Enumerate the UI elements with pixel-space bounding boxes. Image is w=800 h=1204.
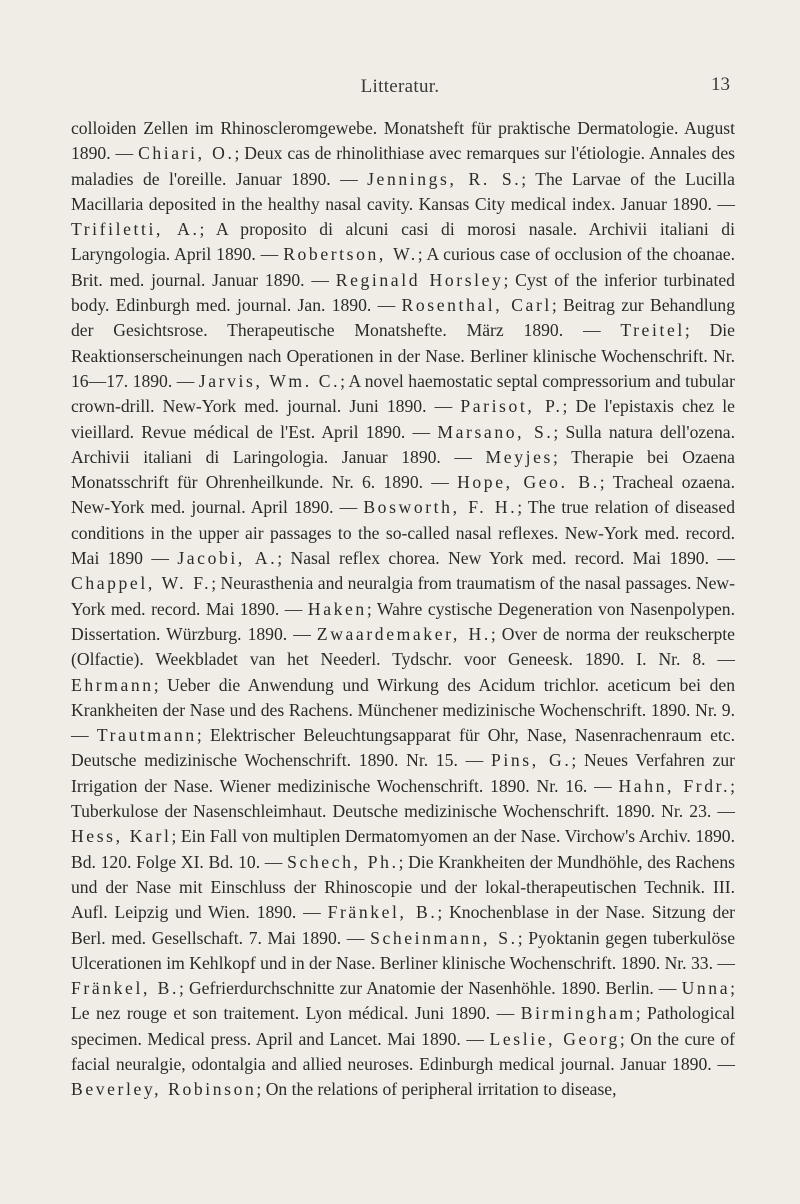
author-name: Treitel <box>620 320 685 341</box>
bibliography-paragraph <box>71 116 735 1103</box>
author-name: Jacobi, A. <box>177 548 278 569</box>
citation-text: ; Neues Verfahren zur Irrigation der Nase. Wiener medizinische Wochenschrift. 1890. Nr. 16. — <box>71 750 735 796</box>
citation-text: ; Tuberkulose der Nasenschleimhaut. Deutsche medizinische Wochenschrift. 1890. Nr. 23. — <box>71 775 736 822</box>
author-name: Hope, Geo. B. <box>457 472 600 493</box>
author-name: Marsano, S. <box>437 421 554 442</box>
author-name: Hahn, Frdr. <box>618 775 731 796</box>
author-name: Schech, Ph. <box>287 851 399 872</box>
citation-text: ; On the relations of peripheral irritation to disease, <box>256 1079 617 1100</box>
citation-text: ; A novel haemostatic septal compressorium and tubular crown-drill. New-York med. journal. Juni 1890. — <box>71 370 735 417</box>
citation-text: ; Deux cas de rhinolithiase avec remarques sur l'étiologie. Annales des maladies de l'oreille. Januar 1890. — <box>71 143 735 189</box>
citation-text: ; Therapie bei Ozaena Monatsschrift für Ohrenheilkunde. Nr. 6. 1890. — <box>71 446 735 493</box>
author-name: Zwaardemaker, H. <box>316 623 491 644</box>
author-name: Pins, G. <box>490 750 572 771</box>
author-name: Robertson, W. <box>283 244 418 265</box>
citation-text: ; De l'epistaxis chez le vieillard. Revue médical de l'Est. April 1890. — <box>71 396 735 442</box>
citation-text: colloiden Zellen im Rhinoscleromgewebe. Monatsheft für praktische Dermatologie. August 1890. — <box>71 118 735 164</box>
page-number: 13 <box>711 74 730 95</box>
author-name: Beverley, Robinson <box>71 1079 257 1100</box>
citation-text: ; A proposito di alcuni casi di morosi nasale. Archivii italiani di Laryngologia. April 1890. — <box>71 219 735 265</box>
author-name: Chappel, W. F. <box>71 573 212 594</box>
citation-text: ; Over de norma der reukscherpte (Olfactie). Weekbladet van het Neederl. Tydschr. voor Geneesk. 1890. I. Nr. 8. — <box>71 623 735 670</box>
citation-text: ; Knochenblase in der Nase. Sitzung der Berl. med. Gesellschaft. 7. Mai 1890. — <box>71 902 735 948</box>
author-name: Trifiletti, A. <box>71 219 200 240</box>
citation-text: ; Beitrag zur Behandlung der Gesichtsrose. Therapeutische Monatshefte. März 1890. — <box>71 295 735 341</box>
citation-text: ; Elektrischer Beleuchtungsapparat für Ohr, Nase, Nasenrachenraum etc. Deutsche medizinische Wochenschrift. 1890. Nr. 15. — <box>71 725 735 771</box>
author-name: Ehrmann <box>71 674 154 695</box>
author-name: Scheinmann, S. <box>370 927 518 948</box>
author-name: Fränkel, B. <box>327 902 438 923</box>
citation-text: ; Ein Fall von multiplen Dermatomyomen an der Nase. Virchow's Archiv. 1890. Bd. 120. Folge XI. Bd. 10. — <box>71 826 735 872</box>
citation-text: ; The true relation of diseased conditions in the upper air passages to the so-called nasal reflexes. New-York med. record. Mai 1890 — <box>71 497 736 569</box>
citation-text: ; Die Krankheiten der Mundhöhle, des Rachens und der Nase mit Einschluss der Rhinoscopie und der lokal-therapeutischen Technik. III. Aufl. Leipzig und Wien. 1890. — <box>71 851 735 923</box>
citation-text: ; Pathological specimen. Medical press. April and Lancet. Mai 1890. — <box>71 1003 735 1049</box>
author-name: Meyjes <box>485 446 553 467</box>
author-name: Unna <box>681 978 731 999</box>
citation-text: ; Gefrierdurchschnitte zur Anatomie der Nasenhöhle. 1890. Berlin. — <box>178 978 682 999</box>
citation-text: ; Neurasthenia and neuralgia from traumatism of the nasal passages. New-York med. record. Mai 1890. — <box>71 573 735 619</box>
citation-text: ; On the cure of facial neuralgie, odontalgia and allied neuroses. Edinburgh medical journal. Januar 1890. — <box>71 1028 735 1074</box>
author-name: Leslie, Georg <box>489 1028 620 1049</box>
author-name: Bosworth, F. H. <box>363 497 518 518</box>
citation-text: ; Sulla natura dell'ozena. Archivii italiani di Laringologia. Januar 1890. — <box>71 421 735 467</box>
author-name: Trautmann <box>96 725 197 746</box>
citation-text: ; The Larvae of the Lucilla Macillaria deposited in the healthy nasal cavity. Kansas City medical index. Januar 1890. — <box>71 168 735 214</box>
running-header <box>0 76 800 104</box>
author-name: Rosenthal, Carl <box>401 295 552 316</box>
author-name: Fränkel, B. <box>71 978 179 999</box>
citation-text: ; Tracheal ozaena. New-York med. journal. April 1890. — <box>71 472 735 518</box>
author-name: Birmingham <box>520 1003 636 1024</box>
citation-text: ; Die Reaktionserscheinungen nach Operationen in der Nase. Berliner klinische Wochenschrift. Nr. 16—17. 1890. — <box>71 320 735 391</box>
author-name: Jarvis, Wm. C. <box>198 370 341 391</box>
citation-text: ; Nasal reflex chorea. New York med. record. Mai 1890. — <box>277 548 735 569</box>
author-name: Jennings, R. S. <box>367 168 522 189</box>
bibliography-text <box>71 116 735 1103</box>
citation-text: ; Cyst of the inferior turbinated body. Edinburgh med. journal. Jan. 1890. — <box>71 269 735 316</box>
citation-text: ; A curious case of occlusion of the choanae. Brit. med. journal. Januar 1890. — <box>71 244 735 290</box>
author-name: Chiari, O. <box>138 143 235 164</box>
citation-text: ; Pyoktanin gegen tuberkulöse Ulcerationen im Kehlkopf und in der Nase. Berliner klinische Wochenschrift. 1890. Nr. 33. — <box>71 927 735 973</box>
author-name: Hess, Karl <box>71 826 172 847</box>
author-name: Parisot, P. <box>460 396 563 417</box>
page-header-title: Litteratur. <box>360 76 440 97</box>
author-name: Haken <box>307 598 367 619</box>
author-name: Reginald Horsley <box>335 269 504 290</box>
citation-text: ; Le nez rouge et son traitement. Lyon médical. Juni 1890. — <box>71 978 735 1024</box>
citation-text: ; Wahre cystische Degeneration von Nasenpolypen. Dissertation. Würzburg. 1890. — <box>71 598 735 644</box>
citation-text: ; Ueber die Anwendung und Wirkung des Acidum trichlor. aceticum bei den Krankheiten der Nase und des Rachens. Münchener medizinische Wochenschrift. 1890. Nr. 9. — <box>71 674 735 746</box>
